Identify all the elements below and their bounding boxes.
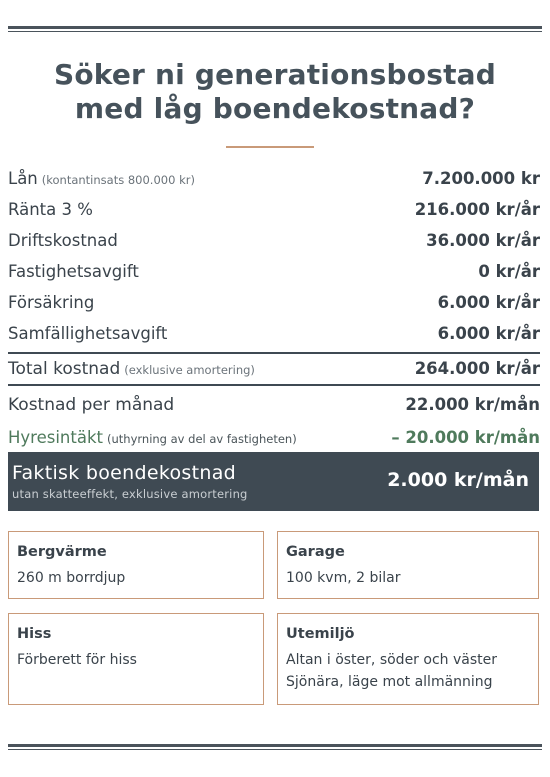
feature-title: Bergvärme: [17, 544, 107, 560]
cost-note: (kontantinsats 800.000 kr): [41, 173, 195, 187]
cost-row-insurance: [8, 287, 540, 318]
actual-cost-subtitle: utan skatteeffekt, exklusive amortering: [12, 487, 248, 501]
cost-label: Samfällighetsavgift: [8, 324, 168, 343]
page-title: [0, 58, 550, 126]
monthly-value: 22.000 kr/mån: [405, 395, 540, 414]
cost-row-community-fee: [8, 318, 540, 349]
cost-row-interest: [8, 194, 540, 225]
actual-cost-banner: [8, 452, 539, 511]
cost-label: Lån: [8, 169, 38, 188]
cost-row-rental-income: [8, 422, 540, 453]
cost-row-operating: [8, 225, 540, 256]
feature-text: Sjönära, läge mot allmänning: [286, 674, 493, 690]
cost-value: 0 kr/år: [478, 262, 540, 281]
title-line-1: Söker ni generationsbostad: [53, 58, 497, 91]
feature-title: Garage: [286, 544, 345, 560]
title-line-2: med låg boendekostnad?: [74, 92, 476, 125]
top-divider: [8, 26, 542, 32]
cost-value: 36.000 kr/år: [426, 231, 540, 250]
feature-title: Utemiljö: [286, 626, 355, 642]
feature-title: Hiss: [17, 626, 52, 642]
monthly-label: Kostnad per månad: [8, 395, 175, 415]
feature-text: Altan i öster, söder och väster: [286, 652, 497, 668]
total-note: (exklusive amortering): [124, 363, 255, 377]
cost-value: 6.000 kr/år: [437, 293, 540, 312]
feature-text: Förberett för hiss: [17, 652, 137, 668]
bottom-divider: [8, 744, 542, 750]
total-value: 264.000 kr/år: [414, 359, 540, 378]
actual-cost-value: 2.000 kr/mån: [387, 469, 529, 491]
feature-card-geothermal: [8, 531, 264, 599]
cost-label: Fastighetsavgift: [8, 262, 139, 281]
feature-card-outdoor: [277, 613, 539, 705]
cost-label: Försäkring: [8, 293, 95, 312]
cost-row-monthly: [8, 388, 540, 422]
cost-row-loan: [8, 163, 540, 194]
cost-row-total: [8, 352, 540, 386]
cost-label: Driftskostnad: [8, 231, 118, 250]
cost-value: 7.200.000 kr: [422, 169, 540, 188]
cost-row-property-fee: [8, 256, 540, 287]
feature-text: 100 kvm, 2 bilar: [286, 570, 401, 586]
total-label: Total kostnad: [8, 359, 121, 379]
cost-value: 216.000 kr/år: [414, 200, 540, 219]
cost-table: [8, 163, 540, 453]
feature-text: 260 m borrdjup: [17, 570, 126, 586]
income-note: (uthyrning av del av fastigheten): [107, 432, 297, 446]
actual-cost-title: Faktisk boendekostnad: [12, 462, 237, 484]
income-label: Hyresintäkt: [8, 428, 103, 447]
feature-card-garage: [277, 531, 539, 599]
feature-card-elevator: [8, 613, 264, 705]
title-accent-line: [226, 146, 314, 148]
income-value: – 20.000 kr/mån: [391, 428, 540, 447]
cost-label: Ränta 3 %: [8, 200, 93, 219]
cost-value: 6.000 kr/år: [437, 324, 540, 343]
